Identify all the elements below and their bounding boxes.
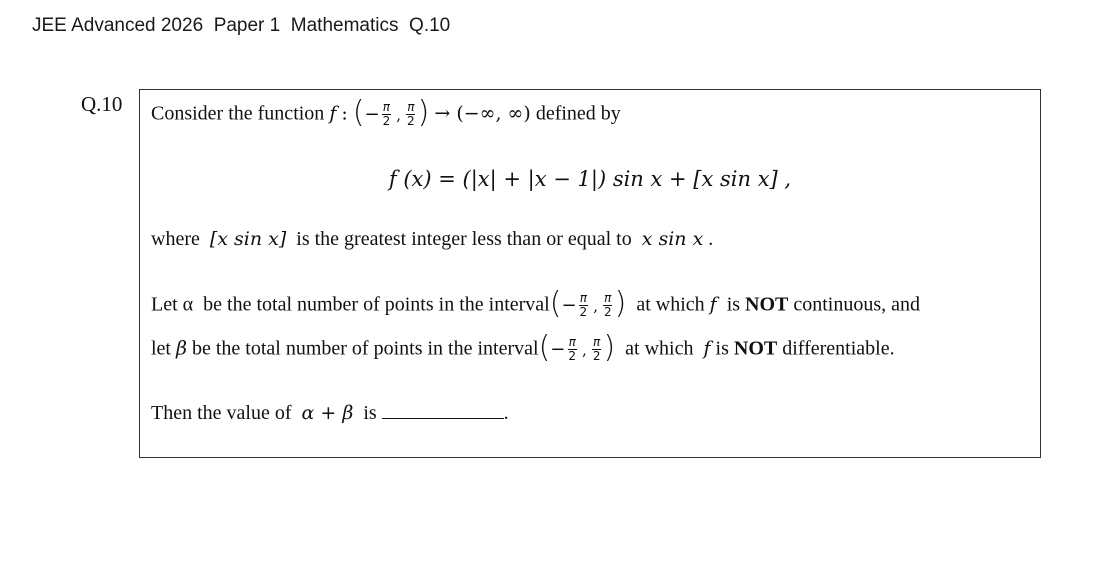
interval-open-paren: ( — [549, 286, 562, 321]
fraction-pi-over-2: $\frac{\pi}{2}$ — [382, 99, 391, 128]
let-text: Let — [151, 293, 178, 316]
fraction-pi-over-2: $\frac{\pi}{2}$ — [592, 334, 601, 363]
at-which-text: at which — [625, 337, 694, 360]
f-symbol: f — [703, 337, 711, 360]
interval-close-paren: ) — [603, 330, 616, 365]
f-symbol: f — [709, 293, 717, 316]
let-text: let — [151, 337, 171, 360]
line4-text1: be the total number of points in the interval — [203, 293, 550, 316]
is-text: is — [715, 337, 729, 360]
codomain: → (−∞, ∞) — [434, 102, 531, 125]
not-emphasis: NOT — [733, 337, 778, 360]
function-equation: f (x) = (|x| + |x − 1|) sin x + [x sin x] , — [388, 167, 792, 191]
interval-open-paren: ( — [352, 95, 365, 130]
question-line-6 — [151, 400, 509, 425]
comma: , — [396, 106, 401, 124]
comma: , — [582, 341, 587, 359]
line3-middle: is the greatest integer less than or equal to — [296, 228, 632, 250]
question-line-3 — [151, 227, 713, 251]
where-text: where — [151, 228, 200, 250]
line1-prefix: Consider the function — [151, 102, 325, 125]
line1-suffix: defined by — [535, 102, 621, 125]
answer-blank — [382, 400, 504, 419]
line4-text2: continuous, and — [793, 293, 921, 316]
line6-end: . — [503, 402, 509, 424]
colon: : — [341, 102, 348, 125]
fraction-pi-over-2: $\frac{\pi}{2}$ — [568, 334, 577, 363]
interval-open-paren: ( — [538, 330, 551, 365]
is-text: is — [363, 402, 377, 424]
interval-close-paren: ) — [417, 95, 430, 130]
line3-end: . — [708, 228, 714, 250]
page-header: JEE Advanced 2026 Paper 1 Mathematics Q.10 — [32, 15, 451, 36]
alpha: α — [182, 293, 194, 316]
fraction-pi-over-2: $\frac{\pi}{2}$ — [579, 290, 588, 319]
question-line-5 — [151, 330, 895, 365]
question-box — [139, 89, 1041, 458]
function-name: f — [329, 102, 337, 125]
interval-close-paren: ) — [614, 286, 627, 321]
comma: , — [593, 297, 598, 315]
x-sin-x: x sin x — [641, 228, 704, 250]
line5-text2: differentiable. — [782, 337, 895, 360]
interval-minus: − — [561, 295, 577, 316]
interval-minus: − — [550, 339, 566, 360]
fraction-pi-over-2: $\frac{\pi}{2}$ — [603, 290, 612, 319]
alpha-plus-beta: α + β — [301, 402, 354, 424]
fraction-pi-over-2: $\frac{\pi}{2}$ — [407, 99, 415, 128]
question-number: Q.10 — [81, 92, 123, 116]
beta: β — [176, 337, 187, 360]
not-emphasis: NOT — [745, 293, 789, 316]
at-which-text: at which — [636, 293, 705, 316]
interval-minus: − — [364, 104, 380, 125]
line5-text1: be the total number of points in the interval — [191, 337, 539, 360]
greatest-integer-expression: [x sin x] — [209, 228, 287, 250]
question-line-4 — [151, 286, 921, 321]
is-text: is — [726, 293, 741, 316]
question-line-1 — [151, 95, 621, 130]
then-text: Then the value of — [151, 402, 292, 424]
